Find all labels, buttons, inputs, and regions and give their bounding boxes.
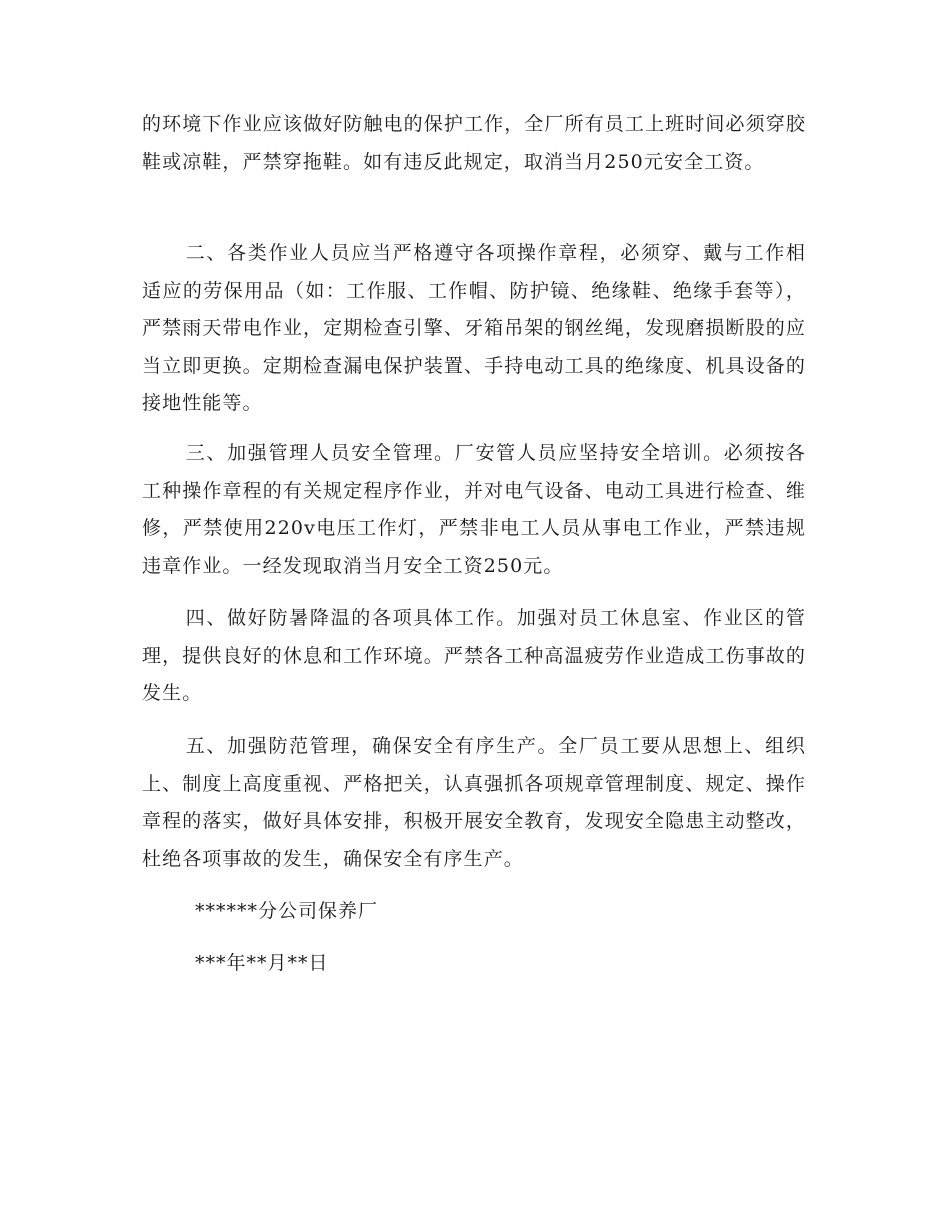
paragraph-item-5: 五、加强防范管理，确保安全有序生产。全厂员工要从思想上、组织上、制度上高度重视、严格把关，认真强抓各项规章管理制度、规定、操作章程的落实，做好具体安排，积极开展安全教育，发现安全隐患主动整改，杜绝各项事故的发生，确保安全有序生产。 (142, 735, 806, 870)
paragraph-continuation: 的环境下作业应该做好防触电的保护工作，全厂所有员工上班时间必须穿胶鞋或凉鞋，严禁穿拖鞋。如有违反此规定，取消当月250元安全工资。 (142, 113, 806, 173)
paragraph-item-2: 二、各类作业人员应当严格遵守各项操作章程，必须穿、戴与工作相适应的劳保用品（如：工作服、工作帽、防护镜、绝缘鞋、绝缘手套等），严禁雨天带电作业，定期检查引擎、牙箱吊架的钢丝绳，发现磨损断股的应当立即更换。定期检查漏电保护装置、手持电动工具的绝缘度、机具设备的接地性能等。 (142, 242, 806, 414)
paragraph-item-4: 四、做好防暑降温的各项具体工作。加强对员工休息室、作业区的管理，提供良好的休息和工作环境。严禁各工种高温疲劳作业造成工伤事故的发生。 (142, 607, 806, 704)
signature-date: ***年**月**日 (195, 952, 329, 974)
paragraph-item-3: 三、加强管理人员安全管理。厂安管人员应坚持安全培训。必须按各工种操作章程的有关规定程序作业，并对电气设备、电动工具进行检查、维修，严禁使用220v电压工作灯，严禁非电工人员从事电工作业，严禁违规违章作业。一经发现取消当月安全工资250元。 (142, 442, 806, 577)
signature-organization: ******分公司保养厂 (195, 900, 379, 922)
